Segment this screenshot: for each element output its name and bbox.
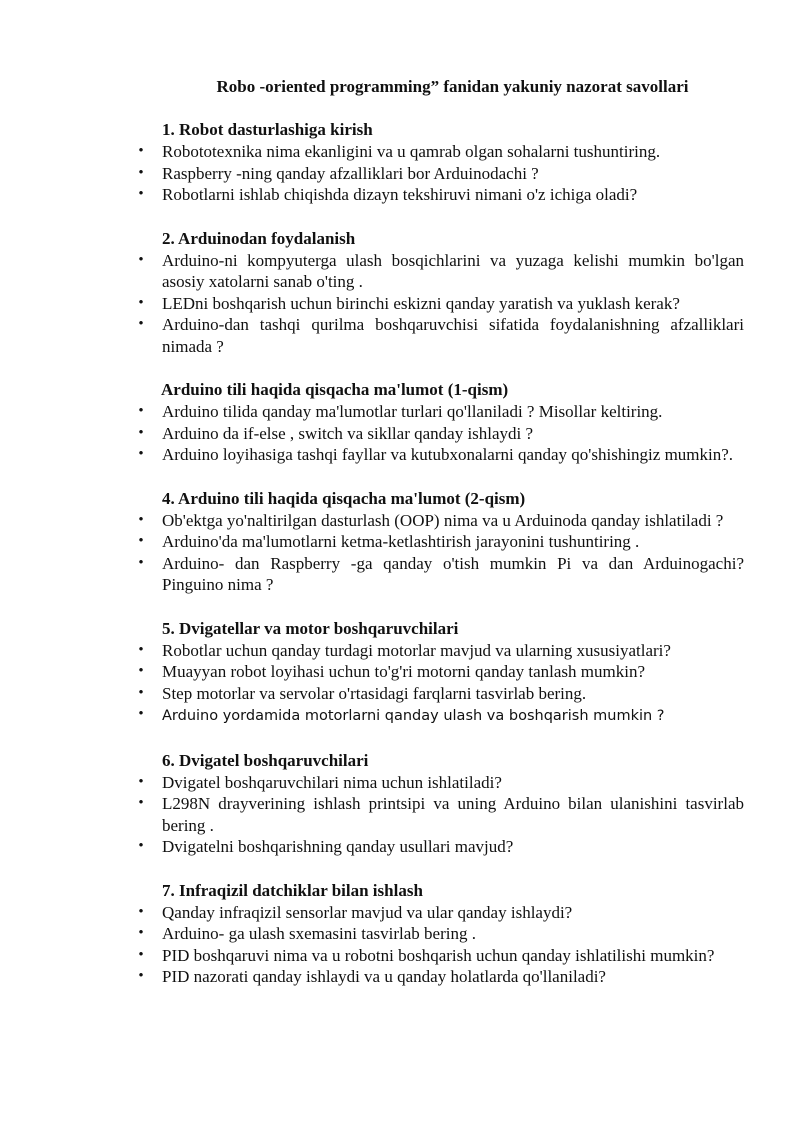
question-text: Dvigatelni boshqarishning qanday usullari mavjud? [162,837,514,856]
question-text: Ob'ektga yo'naltirilgan dasturlash (OOP) nima va u Arduinoda qanday ishlatiladi ? [162,510,724,530]
question-list [134,640,744,728]
question-item [134,444,744,466]
bullet-icon: • [138,143,144,159]
question-item [134,531,744,553]
question-item [134,704,744,728]
question-text: Robotlar uchun qanday turdagi motorlar mavjud va ularning xususiyatlari? [162,640,671,660]
bullet-icon: • [138,968,144,984]
bullet-icon: • [138,773,144,790]
question-text: Arduino tilida qanday ma'lumotlar turlari qo'llaniladi ? Misollar keltiring. [162,402,663,421]
question-text: Qanday infraqizil sensorlar mavjud va ular qanday ishlaydi? [162,902,573,922]
section-motor-controllers [134,750,744,858]
question-item [134,141,744,163]
question-text: L298N drayverining ishlash printsipi va uning Arduino bilan ulanishini tasvirlab bering . [162,794,744,835]
question-item [134,401,744,423]
bullet-icon: • [138,925,144,941]
question-item [134,683,744,705]
question-text: Robototexnika nima ekanligini va u qamrab olgan sohalarni tushuntiring. [162,142,661,161]
question-text: Arduino'da ma'lumotlarni ketma-ketlashtirish jarayonini tushuntiring . [162,532,640,551]
question-text: Dvigatel boshqaruvchilari nima uchun ishlatiladi? [162,772,502,792]
question-item [134,945,744,967]
section-heading: 1. Robot dasturlashiga kirish [162,120,373,139]
section-motors-and-controllers [134,618,744,728]
bullet-icon: • [138,533,144,549]
bullet-icon: • [138,186,144,202]
question-item [134,966,744,988]
bullet-icon: • [138,403,144,419]
bullet-icon: • [138,164,144,181]
section-arduino-language-part2 [134,488,744,596]
section-heading: Arduino tili haqida qisqacha ma'lumot (1-qism) [161,380,509,399]
question-text: Arduino yordamida motorlarni qanday ulash va boshqarish mumkin ? [162,708,665,724]
question-item [134,553,744,596]
question-list [134,401,744,466]
question-item [134,923,744,945]
question-text: Robotlarni ishlab chiqishda dizayn tekshiruvi nimani o'z ichiga oladi? [162,185,638,204]
question-item [134,793,744,836]
question-item [134,661,744,683]
section-heading: 2. Arduinodan foydalanish [162,228,356,248]
question-list [134,772,744,858]
bullet-icon: • [138,511,144,528]
document-body [134,119,744,1010]
question-text: Raspberry -ning qanday afzalliklari bor Arduinodachi ? [162,163,539,183]
bullet-icon: • [138,684,144,701]
question-list [134,902,744,988]
question-text: Step motorlar va servolar o'rtasidagi farqlarni tasvirlab bering. [162,683,587,703]
question-item [134,510,744,532]
bullet-icon: • [138,554,144,571]
question-text: Muayyan robot loyihasi uchun to'g'ri motorni qanday tanlash mumkin? [162,662,645,681]
bullet-icon: • [138,316,144,332]
bullet-icon: • [138,424,144,441]
bullet-icon: • [138,946,144,963]
question-item [134,640,744,662]
question-text: LEDni boshqarish uchun birinchi eskizni qanday yaratish va yuklash kerak? [162,293,680,313]
question-text: Arduino- dan Raspberry -ga qanday o'tish mumkin Pi va dan Arduinogachi? Pinguino nima ? [162,553,744,594]
bullet-icon: • [138,838,144,854]
question-text: PID boshqaruvi nima va u robotni boshqarish uchun qanday ishlatilishi mumkin? [162,945,715,965]
question-text: PID nazorati qanday ishlaydi va u qanday holatlarda qo'llaniladi? [162,967,606,986]
section-heading: 7. Infraqizil datchiklar bilan ishlash [162,880,423,900]
section-arduino-language-part1 [134,379,744,466]
question-item [134,902,744,924]
section-heading: 6. Dvigatel boshqaruvchilari [162,750,369,770]
bullet-icon: • [138,294,144,311]
bullet-icon: • [138,663,144,679]
question-item [134,163,744,185]
question-list [134,141,744,206]
question-text: Arduino-dan tashqi qurilma boshqaruvchisi sifatida foydalanishning afzalliklari nimada ? [162,315,744,356]
question-item [134,836,744,858]
section-infrared-sensors [134,880,744,988]
question-item [134,250,744,293]
question-item [134,772,744,794]
question-text: Arduino-ni kompyuterga ulash bosqichlarini va yuzaga kelishi mumkin bo'lgan asosiy xatolarni sanab o'ting . [162,250,744,291]
section-heading: 5. Dvigatellar va motor boshqaruvchilari [162,618,459,638]
bullet-icon: • [138,903,144,920]
section-heading: 4. Arduino tili haqida qisqacha ma'lumot (2-qism) [162,488,526,508]
bullet-icon: • [138,795,144,811]
question-text: Arduino- ga ulash sxemasini tasvirlab bering . [162,924,476,943]
bullet-icon: • [138,251,144,268]
question-list [134,250,744,358]
section-robot-programming-intro [134,119,744,206]
document-title: Robo -oriented programming” fanidan yakuniy nazorat savollari [216,77,689,96]
question-item [134,314,744,357]
bullet-icon: • [138,706,144,722]
bullet-icon: • [138,641,144,658]
question-item [134,423,744,445]
bullet-icon: • [138,446,144,462]
question-text: Arduino loyihasiga tashqi fayllar va kutubxonalarni qanday qo'shishingiz mumkin?. [162,445,734,464]
question-list [134,510,744,596]
question-item [134,184,744,206]
section-using-arduino [134,228,744,358]
question-text: Arduino da if-else , switch va sikllar qanday ishlaydi ? [162,423,534,443]
question-item [134,293,744,315]
